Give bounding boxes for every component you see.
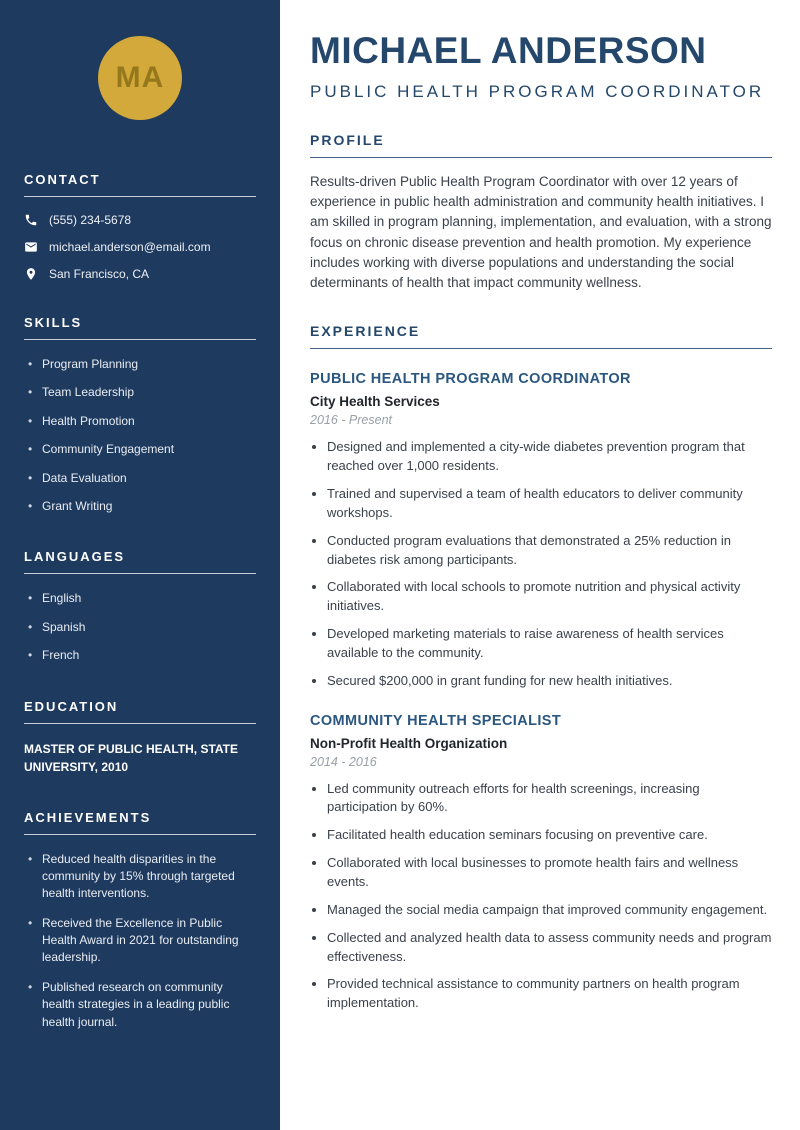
contact-heading: CONTACT xyxy=(24,172,256,197)
job-title-subtitle: PUBLIC HEALTH PROGRAM COORDINATOR xyxy=(310,81,765,101)
skill-item: • Program Planning xyxy=(28,356,256,373)
contact-phone-text: (555) 234-5678 xyxy=(49,213,132,227)
contact-location-text: San Francisco, CA xyxy=(49,267,150,281)
achievements-heading: ACHIEVEMENTS xyxy=(24,810,256,835)
job-bullet: • Provided technical assistance to community partners on health program implementation. xyxy=(327,975,772,1013)
skills-section xyxy=(24,315,256,515)
job-entry-title: PUBLIC HEALTH PROGRAM COORDINATOR xyxy=(310,371,631,388)
job-entry-dates: 2016 - Present xyxy=(310,413,392,428)
language-item: • French xyxy=(28,647,256,664)
language-item: • English xyxy=(28,590,256,607)
job-entry-title: COMMUNITY HEALTH SPECIALIST xyxy=(310,712,562,729)
contact-item-phone xyxy=(24,213,256,227)
languages-section xyxy=(24,549,256,664)
job-bullet: • Led community outreach efforts for health screenings, increasing participation by 60%. xyxy=(327,780,772,818)
avatar xyxy=(98,36,182,120)
skill-item: • Data Evaluation xyxy=(28,470,256,487)
avatar-initials: MA xyxy=(115,61,165,94)
email-icon xyxy=(24,240,38,254)
job-entry xyxy=(310,713,772,1013)
contact-item-location xyxy=(24,267,256,281)
achievement-item: • Published research on community health strategies in a leading public health journal. xyxy=(28,979,256,1031)
contact-item-email xyxy=(24,240,256,254)
job-entry-company: Non-Profit Health Organization xyxy=(310,735,508,751)
languages-list xyxy=(24,590,256,664)
phone-icon xyxy=(24,213,38,227)
contact-section xyxy=(24,172,256,281)
location-icon xyxy=(24,267,38,281)
job-entry-company: City Health Services xyxy=(310,394,440,410)
education-degree: MASTER OF PUBLIC HEALTH, STATE UNIVERSITY, 2010 xyxy=(24,741,238,774)
job-bullet: • Designed and implemented a city-wide diabetes prevention program that reached over 1,000 residents. xyxy=(327,438,772,476)
skills-list xyxy=(24,356,256,515)
job-bullet: • Conducted program evaluations that demonstrated a 25% reduction in diabetes risk among participants. xyxy=(327,532,772,570)
job-entry xyxy=(310,371,772,690)
job-bullet-list xyxy=(310,780,772,1013)
languages-heading: LANGUAGES xyxy=(24,549,256,574)
achievements-list xyxy=(24,851,256,1032)
sidebar xyxy=(0,0,280,1130)
contact-email-text: michael.anderson@email.com xyxy=(49,240,211,254)
contact-list xyxy=(24,213,256,281)
job-bullet: • Collected and analyzed health data to assess community needs and program effectiveness. xyxy=(327,929,772,967)
job-bullet: • Managed the social media campaign that improved community engagement. xyxy=(327,901,772,920)
achievement-item: • Received the Excellence in Public Health Award in 2021 for outstanding leadership. xyxy=(28,915,256,967)
profile-text: Results-driven Public Health Program Coordinator with over 12 years of experience in public health administration and community health initiatives. I am skilled in program planning, implementation, and evaluation, with a strong focus on chronic disease prevention and health promotion. My experience includes working with diverse populations and understanding the social determinants of health that impact community wellness. xyxy=(310,173,772,291)
job-bullet: • Trained and supervised a team of health educators to deliver community workshops. xyxy=(327,485,772,523)
job-bullet: • Secured $200,000 in grant funding for new health initiatives. xyxy=(327,672,772,691)
skill-item: • Team Leadership xyxy=(28,384,256,401)
education-section xyxy=(24,699,256,776)
achievements-section xyxy=(24,810,256,1032)
skill-item: • Community Engagement xyxy=(28,441,256,458)
job-bullet: • Collaborated with local schools to promote nutrition and physical activity initiatives. xyxy=(327,578,772,616)
main-content xyxy=(280,0,800,1130)
skill-item: • Health Promotion xyxy=(28,413,256,430)
job-bullet: • Developed marketing materials to raise awareness of health services available to the community. xyxy=(327,625,772,663)
job-bullet: • Facilitated health education seminars focusing on preventive care. xyxy=(327,826,772,845)
skills-heading: SKILLS xyxy=(24,315,256,340)
name-heading: MICHAEL ANDERSON xyxy=(310,30,707,71)
experience-section xyxy=(310,323,772,1013)
profile-heading: PROFILE xyxy=(310,132,772,158)
job-bullet-list xyxy=(310,438,772,690)
job-bullet: • Collaborated with local businesses to promote health fairs and wellness events. xyxy=(327,854,772,892)
education-heading: EDUCATION xyxy=(24,699,256,724)
profile-section xyxy=(310,132,772,294)
experience-heading: EXPERIENCE xyxy=(310,323,772,349)
skill-item: • Grant Writing xyxy=(28,498,256,515)
achievement-item: • Reduced health disparities in the community by 15% through targeted health interventions. xyxy=(28,851,256,903)
language-item: • Spanish xyxy=(28,619,256,636)
job-entry-dates: 2014 - 2016 xyxy=(310,754,377,769)
